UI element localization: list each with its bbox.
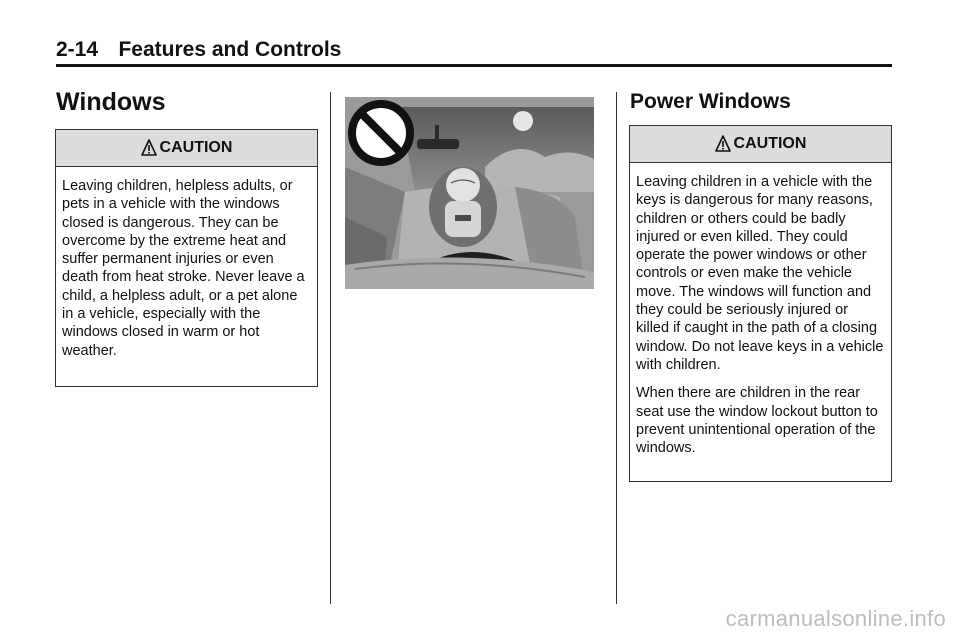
warning-icon	[715, 135, 731, 153]
warning-icon	[141, 139, 157, 157]
child-in-car-illustration	[345, 97, 594, 289]
caution-text: Leaving children, helpless adults, or pets in a vehicle with the windows closed is dangerous. They can be overcome by the extreme heat and suffer permanent injuries or even death from heat stroke. Never leave a child, a helpless adult, or a pet alone in a vehicle, especially with the windows closed in warm or hot weather.	[62, 178, 305, 359]
caution-label: CAUTION	[733, 135, 807, 152]
windows-title: Windows	[56, 88, 166, 116]
chapter-title: Features and Controls	[118, 38, 342, 61]
power-windows-title: Power Windows	[630, 90, 791, 113]
column-divider-left	[330, 92, 331, 604]
caution-header	[56, 130, 317, 167]
caution-label: CAUTION	[159, 139, 233, 156]
caution-header	[630, 126, 891, 163]
caution-text-1: Leaving children in a vehicle with the keys is dangerous for many reasons, children or others could be badly injured or even killed. They could operate the power windows or other controls or even make the vehicle move. The windows will function and they could be seriously injured or killed if caught in the path of a closing window. Do not leave keys in a vehicle with children.	[636, 174, 884, 373]
no-symbol-icon	[346, 98, 416, 168]
windows-caution-box	[55, 129, 318, 387]
watermark: carmanualsonline.info	[725, 606, 946, 631]
page-number: 2-14	[56, 38, 99, 61]
page-header	[56, 36, 892, 67]
caution-text-2: When there are children in the rear seat use the window lockout button to prevent unintentional operation of the windows.	[636, 385, 878, 457]
power-windows-caution-box	[629, 125, 892, 482]
column-divider-right	[616, 92, 617, 604]
